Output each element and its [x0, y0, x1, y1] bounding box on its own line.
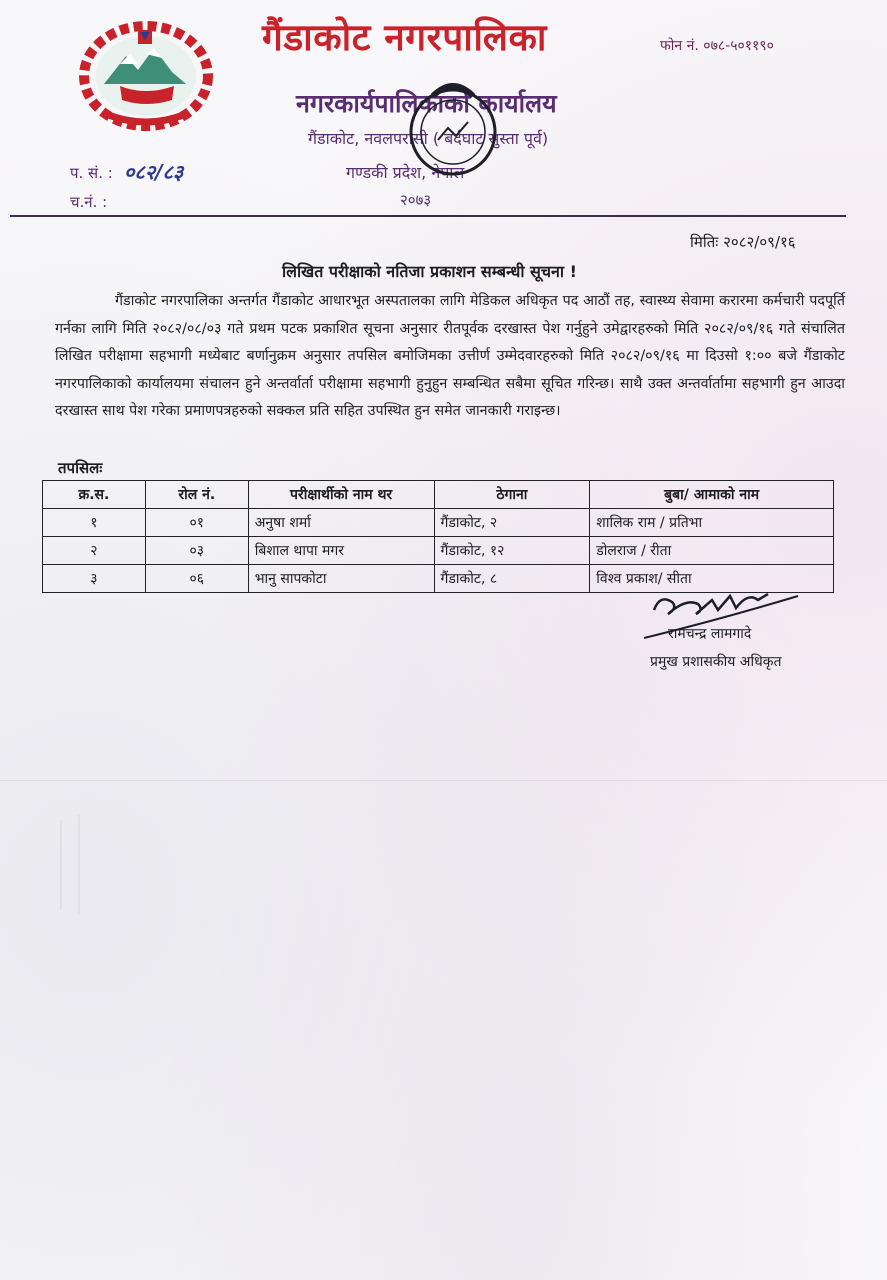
nepal-emblem-icon — [76, 14, 216, 134]
cell-serial: १ — [43, 509, 146, 537]
notice-title: लिखित परीक्षाको नतिजा प्रकाशन सम्बन्धी सूचना ! — [282, 262, 577, 281]
notice-date: मितिः २०८२/०९/१६ — [690, 233, 796, 251]
office-subtitle: नगरकार्यपालिकाको कार्यालय — [296, 89, 557, 118]
header-divider — [10, 215, 846, 217]
col-header-serial: क्र.स. — [43, 481, 146, 509]
reference-label: प. सं. : — [70, 164, 113, 182]
cell-parents: शालिक राम / प्रतिभा — [590, 509, 834, 537]
cell-parents: डोलराज / रीता — [590, 537, 834, 565]
col-header-roll: रोल नं. — [145, 481, 248, 509]
paper-fold-mark — [60, 820, 62, 910]
results-table — [42, 480, 834, 593]
established-year: २०७३ — [400, 191, 432, 209]
table-row — [43, 537, 834, 565]
office-title: गैंडाकोट नगरपालिका — [262, 16, 548, 59]
dispatch-number-label: च.नं. : — [70, 193, 108, 211]
cell-name: बिशाल थापा मगर — [248, 537, 434, 565]
table-header-row — [43, 481, 834, 509]
office-province: गण्डकी प्रदेश, नेपाल — [346, 163, 465, 182]
col-header-parents: बुबा/ आमाको नाम — [590, 481, 834, 509]
office-stamp-icon — [398, 70, 508, 190]
cell-address: गैंडाकोट, २ — [434, 509, 590, 537]
signatory-name: रामचन्द्र लामगादे — [668, 626, 752, 642]
col-header-name: परीक्षार्थीको नाम थर — [248, 481, 434, 509]
cell-roll: ०६ — [145, 565, 248, 593]
cell-parents: विश्व प्रकाश/ सीता — [590, 565, 834, 593]
details-label: तपसिलः — [58, 459, 103, 477]
cell-roll: ०३ — [145, 537, 248, 565]
col-header-address: ठेगाना — [434, 481, 590, 509]
cell-roll: ०१ — [145, 509, 248, 537]
cell-name: अनुषा शर्मा — [248, 509, 434, 537]
cell-serial: २ — [43, 537, 146, 565]
cell-name: भानु सापकोटा — [248, 565, 434, 593]
cell-serial: ३ — [43, 565, 146, 593]
cell-address: गैंडाकोट, ८ — [434, 565, 590, 593]
reference-number: ०८२/८३ — [124, 160, 184, 184]
signatory-position: प्रमुख प्रशासकीय अधिकृत — [650, 654, 782, 670]
notice-body: गैंडाकोट नगरपालिका अन्तर्गत गैंडाकोट आधारभूत अस्पतालका लागि मेडिकल अधिकृत पद आठौं तह, स्वास्थ्य सेवामा करारमा कर्मचारी पदपूर्ति गर्नका लागि मिति २०८२/०८/०३ गते प्रथम पटक प्रकाशित सूचना अनुसार रीतपूर्वक दरखास्त पेश गर्नुहुने उमेद्वारहरुको मिति २०८२/०९/१६ गते संचालित लिखित परीक्षामा सहभागी मध्येबाट बर्णानुक्रम अनुसार तपसिल बमोजिमका उत्तीर्ण उम्मेदवारहरुको मिति २०८२/०९/१६ मा दिउसो १:०० बजे गैंडाकोट नगरपालिकाको कार्यालयमा संचालन हुने अन्तर्वार्ता परीक्षामा सहभागी हुनुहुन सम्बन्धित सबैमा सूचित गरिन्छ। साथै उक्त अन्तर्वार्तामा सहभागी हुन आउदा दरखास्त साथ पेश गरेका प्रमाणपत्रहरुको सक्कल प्रति सहित उपस्थित हुन समेत जानकारी गराइन्छ। — [55, 293, 845, 419]
paper-fold-line — [0, 780, 887, 781]
phone-number: फोन नं. ०७८-५०११९० — [660, 38, 774, 54]
paper-fold-mark — [78, 815, 80, 915]
cell-address: गैंडाकोट, १२ — [434, 537, 590, 565]
table-row — [43, 509, 834, 537]
office-address: गैंडाकोट, नवलपरासी ( बर्दघाट सुस्ता पूर्व) — [308, 129, 549, 148]
